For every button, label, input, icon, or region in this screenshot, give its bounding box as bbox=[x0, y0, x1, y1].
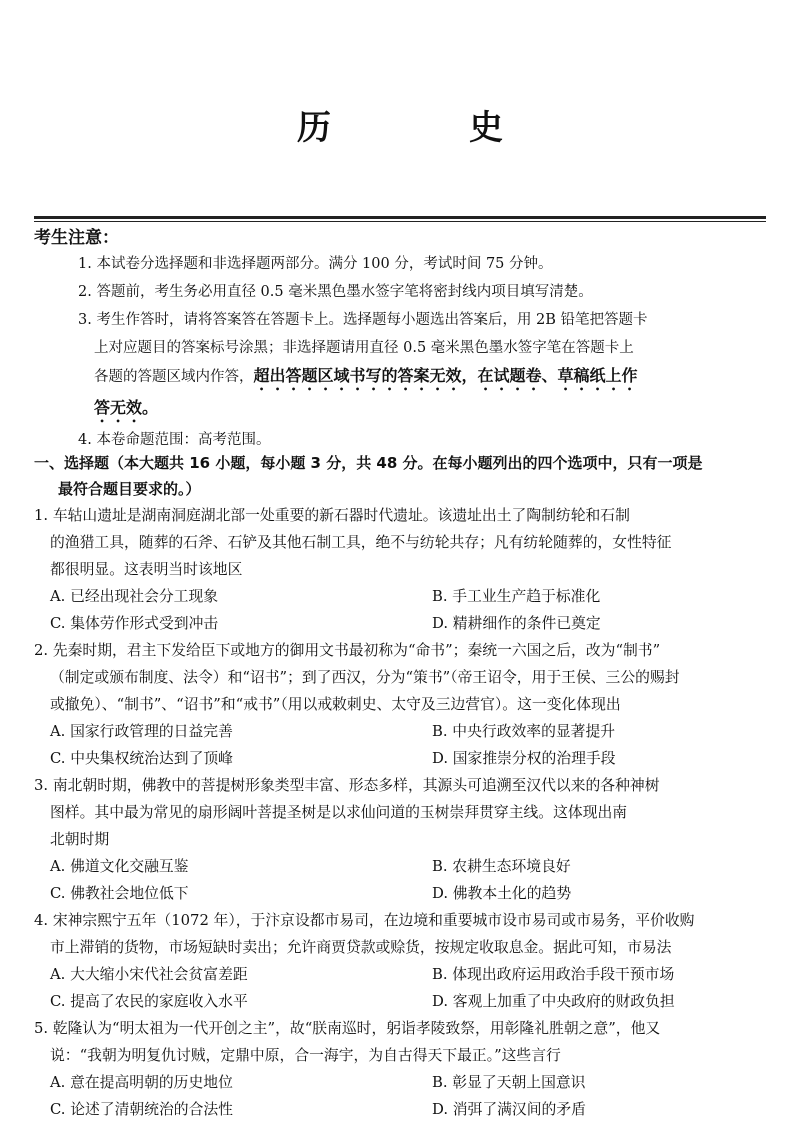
question-stem bbox=[34, 772, 774, 853]
question-stem-line: 4. 宋神宗熙宁五年（1072 年），于汴京设都市易司，在边境和重要城市设市易司或市易务，平价收购 bbox=[34, 912, 695, 929]
question-stem-line: 说：“我朝为明复仇讨贼，定鼎中原，合一海宇，为自古得天下最正。”这些言行 bbox=[50, 1047, 561, 1064]
answer-option-b: B. 中央行政效率的显著提升 bbox=[432, 723, 616, 740]
answer-options bbox=[34, 853, 774, 907]
divider-thin bbox=[34, 221, 766, 222]
section-heading-line-1: 一、选择题（本大题共 16 小题，每小题 3 分，共 48 分。在每小题列出的四个选项中，只有一项是 bbox=[34, 454, 703, 472]
notice-item-4: 4. 本卷命题范围：高考范围。 bbox=[78, 432, 271, 448]
question-stem bbox=[34, 502, 774, 583]
question-stem-line: 的渔猎工具，随葬的石斧、石铲及其他石制工具，绝不与纺轮共存；凡有纺轮随葬的，女性特征 bbox=[50, 534, 672, 551]
answer-option-d: D. 佛教本土化的趋势 bbox=[432, 885, 572, 902]
answer-option-a: A. 国家行政管理的日益完善 bbox=[50, 723, 233, 740]
section-choice bbox=[34, 450, 774, 1123]
question-stem-line: 都很明显。这表明当时该地区 bbox=[50, 561, 243, 578]
notice-item-3-emphasis-end: 答无效。 bbox=[94, 398, 159, 417]
answer-option-c: C. 论述了清朝统治的合法性 bbox=[50, 1101, 233, 1118]
answer-option-b: B. 农耕生态环境良好 bbox=[432, 858, 571, 875]
answer-option-c: C. 提高了农民的家庭收入水平 bbox=[50, 993, 248, 1010]
notice-item-3-line-1: 3. 考生作答时，请将答案答在答题卡上。选择题每小题选出答案后，用 2B 铅笔把答题卡 bbox=[78, 312, 648, 328]
answer-option-c: C. 集体劳作形式受到冲击 bbox=[50, 615, 219, 632]
notice-item-3-line-2: 上对应题目的答案标号涂黑；非选择题请用直径 0.5 毫米黑色墨水签字笔在答题卡上 bbox=[94, 340, 634, 356]
notice-heading: 考生注意： bbox=[34, 228, 119, 248]
answer-option-d: D. 消弭了满汉间的矛盾 bbox=[432, 1101, 586, 1118]
page-title: 历 史 bbox=[297, 108, 555, 148]
question-stem bbox=[34, 637, 774, 718]
notice-item-2: 2. 答题前，考生务必用直径 0.5 毫米黑色墨水签字笔将密封线内项目填写清楚。 bbox=[78, 284, 593, 300]
question-stem-line: 3. 南北朝时期，佛教中的菩提树形象类型丰富、形态多样，其源头可追溯至汉代以来的各种神树 bbox=[34, 777, 660, 794]
notice-item-1: 1. 本试卷分选择题和非选择题两部分。满分 100 分，考试时间 75 分钟。 bbox=[78, 256, 553, 272]
question-4 bbox=[34, 907, 774, 1015]
answer-option-a: A. 意在提高明朝的历史地位 bbox=[50, 1074, 233, 1091]
question-3 bbox=[34, 772, 774, 907]
notice-item-3-line-3 bbox=[34, 362, 774, 394]
answer-option-c: C. 佛教社会地位低下 bbox=[50, 885, 189, 902]
question-5 bbox=[34, 1015, 774, 1123]
question-stem-line: 5. 乾隆认为“明太祖为一代开创之主”，故“朕南巡时，躬诣孝陵致祭，用彰隆礼胜朝之意”，他又 bbox=[34, 1020, 661, 1037]
answer-options bbox=[34, 718, 774, 772]
answer-option-d: D. 国家推崇分权的治理手段 bbox=[432, 750, 616, 767]
question-stem bbox=[34, 1015, 774, 1069]
answer-options bbox=[34, 583, 774, 637]
question-stem bbox=[34, 907, 774, 961]
divider-thick bbox=[34, 216, 766, 219]
question-stem-line: 2. 先秦时期，君主下发给臣下或地方的御用文书最初称为“命书”；秦统一六国之后，改为“制书” bbox=[34, 642, 661, 659]
answer-options bbox=[34, 961, 774, 1015]
answer-options bbox=[34, 1069, 774, 1123]
answer-option-a: A. 大大缩小宋代社会贫富差距 bbox=[50, 966, 248, 983]
answer-option-b: B. 彰显了天朝上国意识 bbox=[432, 1074, 586, 1091]
answer-option-d: D. 精耕细作的条件已奠定 bbox=[432, 615, 601, 632]
answer-option-a: A. 佛道文化交融互鉴 bbox=[50, 858, 189, 875]
answer-option-b: B. 手工业生产趋于标准化 bbox=[432, 588, 601, 605]
answer-option-b: B. 体现出政府运用政治手段干预市场 bbox=[432, 966, 675, 983]
notice-block bbox=[34, 226, 774, 454]
answer-option-a: A. 已经出现社会分工现象 bbox=[50, 588, 219, 605]
question-stem-line: 图样。其中最为常见的扇形阔叶菩提圣树是以求仙问道的玉树崇拜贯穿主线。这体现出南 bbox=[50, 804, 628, 821]
answer-option-d: D. 客观上加重了中央政府的财政负担 bbox=[432, 993, 675, 1010]
question-stem-line: 市上滞销的货物，市场短缺时卖出；允许商贾贷款或赊货，按规定收取息金。据此可知，市易法 bbox=[50, 939, 672, 956]
question-stem-line: 或撤免）、“制书”、“诏书”和“戒书”（用以戒敕刺史、太守及三边营官）。这一变化体现出 bbox=[50, 696, 621, 713]
notice-item-3-emphasis: 超出答题区域书写的答案无效，在试题卷、草稿纸上作 bbox=[253, 366, 638, 385]
question-stem-line: 北朝时期 bbox=[50, 831, 110, 848]
question-stem-line: 1. 车轱山遗址是湖南洞庭湖北部一处重要的新石器时代遗址。该遗址出土了陶制纺轮和石制 bbox=[34, 507, 630, 524]
notice-item-3-plain: 各题的答题区域内作答， bbox=[94, 369, 254, 385]
section-heading bbox=[34, 450, 774, 502]
question-list bbox=[34, 502, 774, 1123]
notice-item-3-line-4 bbox=[34, 394, 774, 426]
answer-option-c: C. 中央集权统治达到了顶峰 bbox=[50, 750, 233, 767]
question-stem-line: （制定或颁布制度、法令）和“诏书”；到了西汉，分为“策书”（帝王诏令，用于王侯、三公的赐封 bbox=[50, 669, 680, 686]
section-heading-line-2: 最符合题目要求的。） bbox=[58, 480, 201, 498]
question-2 bbox=[34, 637, 774, 772]
question-1 bbox=[34, 502, 774, 637]
